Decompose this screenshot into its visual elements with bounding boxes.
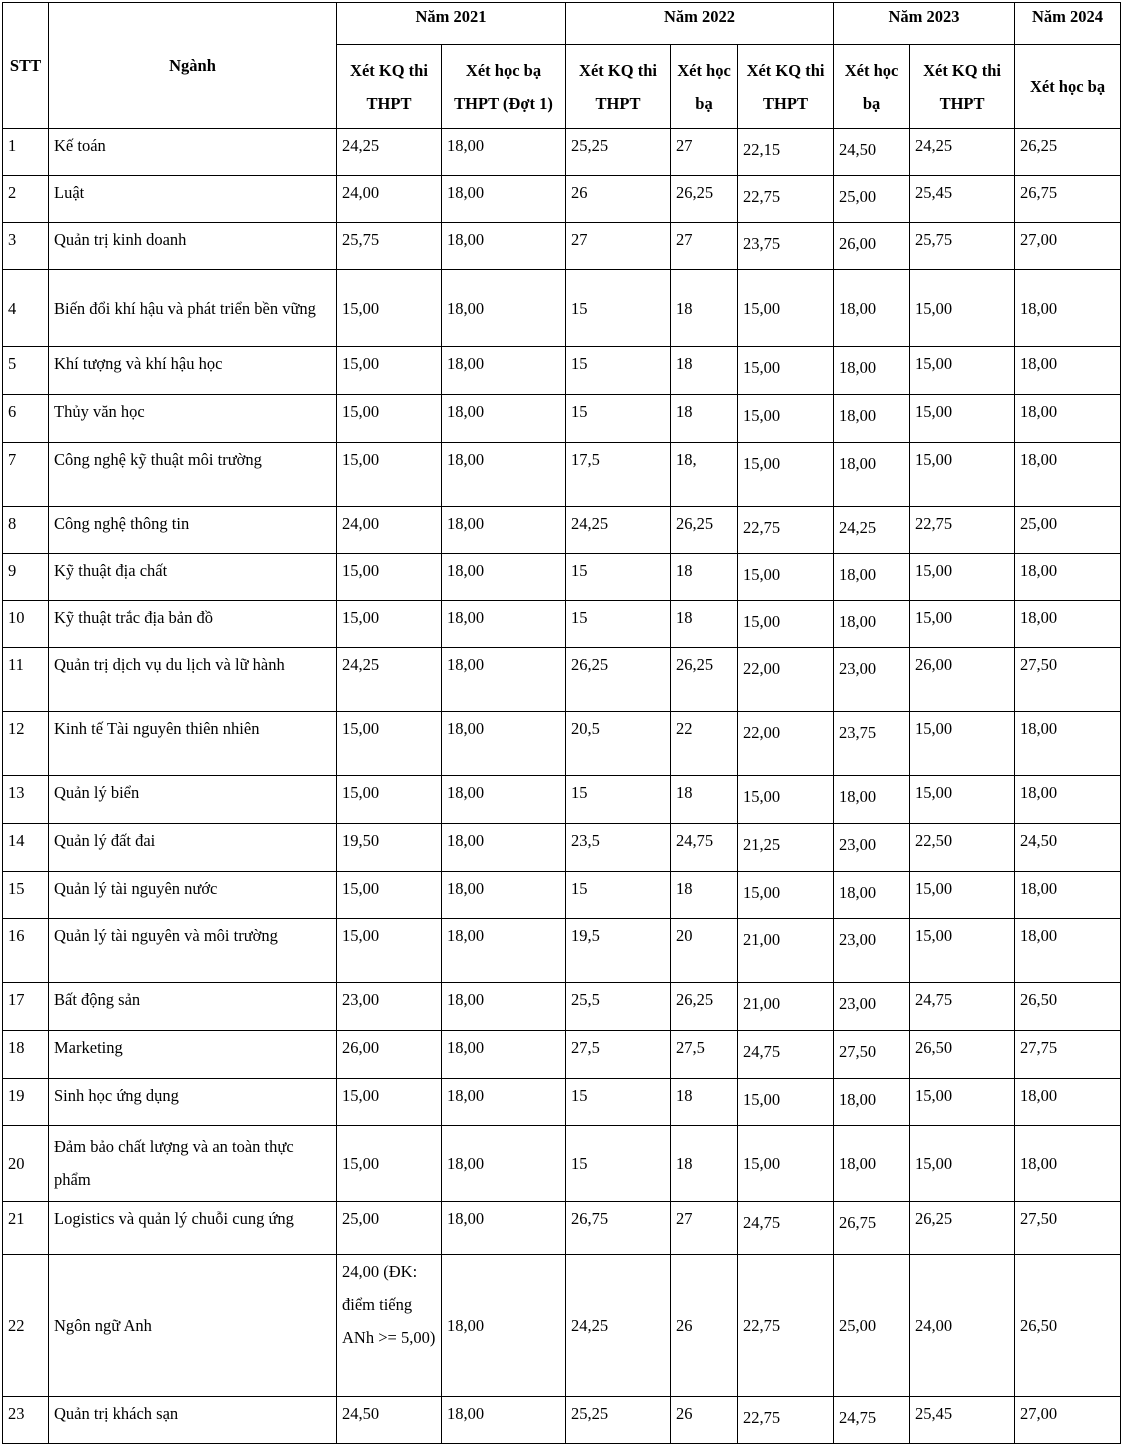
cell-score: 21,00 [738,918,834,982]
cell-score: 24,25 [566,507,671,554]
table-row [3,507,1121,554]
cell-stt: 7 [3,443,49,507]
cell-score: 26,50 [910,1030,1015,1078]
header-year-2021: Năm 2021 [337,3,566,45]
table-row [3,1125,1121,1201]
cell-score: 21,00 [738,982,834,1030]
admission-score-table [2,2,1121,1444]
cell-score: 15,00 [337,1078,442,1125]
cell-nganh: Quản trị dịch vụ du lịch và lữ hành [49,648,337,712]
cell-score: 25,75 [910,223,1015,270]
cell-score: 19,5 [566,918,671,982]
cell-score: 27,75 [1015,1030,1121,1078]
cell-score: 27,50 [1015,648,1121,712]
cell-nganh: Quản lý đất đai [49,824,337,871]
cell-score: 18,00 [1015,918,1121,982]
cell-score: 18,00 [442,824,566,871]
cell-score: 18,00 [442,395,566,443]
cell-score: 23,00 [834,648,910,712]
cell-score: 15 [566,270,671,347]
header-2023-hocba: Xét học bạ [834,45,910,129]
cell-score: 18,00 [442,223,566,270]
cell-score: 24,00 [337,507,442,554]
table-row [3,223,1121,270]
cell-score: 24,50 [337,1396,442,1443]
table-row [3,347,1121,395]
cell-score: 15,00 [910,1125,1015,1201]
table-row [3,270,1121,347]
cell-score: 18,00 [1015,776,1121,824]
cell-score: 22,75 [738,176,834,223]
cell-score: 25,45 [910,176,1015,223]
cell-score: 24,25 [910,129,1015,176]
header-nganh: Ngành [49,3,337,129]
cell-score: 15,00 [337,918,442,982]
cell-score: 25,00 [834,1254,910,1396]
cell-score: 23,5 [566,824,671,871]
cell-score: 15 [566,601,671,648]
cell-nganh: Luật [49,176,337,223]
cell-score: 18,00 [442,1396,566,1443]
cell-score: 18,00 [442,507,566,554]
table-row [3,871,1121,918]
cell-score: 18 [671,554,738,601]
cell-score: 18,00 [442,443,566,507]
cell-score: 26,25 [1015,129,1121,176]
table-row [3,601,1121,648]
cell-score: 18,00 [442,129,566,176]
cell-nganh: Công nghệ thông tin [49,507,337,554]
cell-score: 19,50 [337,824,442,871]
cell-score: 15,00 [910,554,1015,601]
cell-nganh: Quản lý biển [49,776,337,824]
cell-score: 18,00 [442,554,566,601]
cell-score: 23,75 [834,712,910,776]
cell-stt: 11 [3,648,49,712]
cell-score: 24,25 [834,507,910,554]
cell-stt: 12 [3,712,49,776]
cell-score: 25,25 [566,1396,671,1443]
cell-nganh: Bất động sản [49,982,337,1030]
cell-score: 18 [671,601,738,648]
table-row [3,982,1121,1030]
cell-score: 26,75 [834,1201,910,1254]
table-body [3,129,1121,1444]
cell-score: 18,00 [834,601,910,648]
cell-score: 15 [566,347,671,395]
cell-score: 26 [671,1254,738,1396]
cell-score: 23,00 [337,982,442,1030]
cell-stt: 15 [3,871,49,918]
cell-score: 24,75 [834,1396,910,1443]
cell-score: 26,75 [1015,176,1121,223]
cell-score: 27,50 [1015,1201,1121,1254]
cell-score: 27 [671,129,738,176]
header-year-2022: Năm 2022 [566,3,834,45]
header-2022-thpt-2: Xét KQ thi THPT [738,45,834,129]
cell-score: 18 [671,1125,738,1201]
cell-score: 27,50 [834,1030,910,1078]
cell-score: 15,00 [738,776,834,824]
cell-score: 26,75 [566,1201,671,1254]
cell-score: 26,25 [671,648,738,712]
cell-score: 15,00 [337,395,442,443]
cell-nganh: Thủy văn học [49,395,337,443]
cell-nganh: Marketing [49,1030,337,1078]
cell-score: 18,00 [1015,554,1121,601]
cell-score: 18,00 [1015,601,1121,648]
cell-score: 18,00 [834,871,910,918]
cell-score: 24,75 [910,982,1015,1030]
header-2021-hocba: Xét học bạ THPT (Đợt 1) [442,45,566,129]
cell-score: 23,00 [834,824,910,871]
cell-score: 18,00 [442,1254,566,1396]
cell-score: 15,00 [337,871,442,918]
cell-score: 18,00 [442,712,566,776]
cell-score: 26 [566,176,671,223]
cell-stt: 21 [3,1201,49,1254]
cell-score: 25,00 [834,176,910,223]
cell-score: 18,00 [834,554,910,601]
cell-score: 18,00 [442,648,566,712]
cell-score: 23,75 [738,223,834,270]
cell-score: 18,00 [442,1030,566,1078]
cell-score: 15,00 [910,712,1015,776]
header-2021-thpt: Xét KQ thi THPT [337,45,442,129]
cell-score: 20,5 [566,712,671,776]
cell-nganh: Kỹ thuật trắc địa bản đồ [49,601,337,648]
cell-score: 15,00 [337,1125,442,1201]
cell-score: 25,75 [337,223,442,270]
cell-score: 18,00 [442,601,566,648]
cell-score: 18,00 [1015,270,1121,347]
cell-score: 18 [671,871,738,918]
cell-nganh: Quản trị khách sạn [49,1396,337,1443]
cell-score: 22,75 [738,1396,834,1443]
cell-score: 18, [671,443,738,507]
cell-score: 18,00 [834,1078,910,1125]
cell-score: 15,00 [910,395,1015,443]
cell-score: 18,00 [1015,395,1121,443]
cell-nganh: Kế toán [49,129,337,176]
cell-score: 18 [671,270,738,347]
cell-stt: 1 [3,129,49,176]
cell-stt: 18 [3,1030,49,1078]
cell-nganh: Quản trị kinh doanh [49,223,337,270]
cell-score: 18,00 [442,1078,566,1125]
cell-score: 15,00 [738,395,834,443]
header-2022-thpt: Xét KQ thi THPT [566,45,671,129]
table-header [3,3,1121,129]
cell-score: 25,25 [566,129,671,176]
cell-score: 22,15 [738,129,834,176]
cell-score: 18,00 [1015,1078,1121,1125]
cell-score: 15,00 [738,347,834,395]
cell-score: 26,25 [671,982,738,1030]
cell-score: 20 [671,918,738,982]
cell-score: 21,25 [738,824,834,871]
cell-score: 15,00 [910,776,1015,824]
cell-score: 18,00 [1015,712,1121,776]
cell-nganh: Logistics và quản lý chuỗi cung ứng [49,1201,337,1254]
cell-score: 26,25 [671,507,738,554]
table-row [3,712,1121,776]
cell-stt: 3 [3,223,49,270]
cell-score: 26,25 [566,648,671,712]
cell-score: 15,00 [738,871,834,918]
cell-score: 15,00 [738,554,834,601]
table-row [3,1078,1121,1125]
cell-score: 24,75 [738,1030,834,1078]
cell-score: 15,00 [910,1078,1015,1125]
cell-stt: 14 [3,824,49,871]
cell-stt: 2 [3,176,49,223]
cell-nganh: Sinh học ứng dụng [49,1078,337,1125]
cell-score: 27 [566,223,671,270]
cell-score: 22,00 [738,712,834,776]
cell-score: 18 [671,1078,738,1125]
cell-score: 15 [566,1125,671,1201]
table-row [3,176,1121,223]
cell-score: 22,75 [910,507,1015,554]
cell-score: 24,75 [671,824,738,871]
cell-score: 26,25 [910,1201,1015,1254]
cell-score: 15,00 [910,601,1015,648]
table-row [3,776,1121,824]
cell-score: 15,00 [738,1078,834,1125]
header-2022-hocba: Xét học bạ [671,45,738,129]
cell-score: 18,00 [442,347,566,395]
cell-score: 24,25 [566,1254,671,1396]
cell-stt: 23 [3,1396,49,1443]
cell-score: 22,00 [738,648,834,712]
cell-stt: 20 [3,1125,49,1201]
cell-nganh: Biến đổi khí hậu và phát triển bền vững [49,270,337,347]
cell-stt: 19 [3,1078,49,1125]
cell-stt: 13 [3,776,49,824]
cell-score: 15,00 [910,347,1015,395]
cell-score: 26,50 [1015,982,1121,1030]
cell-score: 26,00 [834,223,910,270]
cell-score: 18 [671,395,738,443]
cell-stt: 5 [3,347,49,395]
cell-score: 15,00 [337,776,442,824]
header-2024-hocba: Xét học bạ [1015,45,1121,129]
cell-stt: 8 [3,507,49,554]
cell-score: 27,00 [1015,1396,1121,1443]
cell-score: 18,00 [834,270,910,347]
table-row [3,1254,1121,1396]
header-row-years [3,3,1121,45]
cell-score: 24,25 [337,648,442,712]
cell-score: 22,75 [738,507,834,554]
cell-score: 22 [671,712,738,776]
cell-score: 15 [566,554,671,601]
table-row [3,443,1121,507]
cell-stt: 10 [3,601,49,648]
table-row [3,824,1121,871]
cell-score: 26,50 [1015,1254,1121,1396]
cell-score: 18,00 [442,270,566,347]
cell-score: 18,00 [442,1125,566,1201]
cell-stt: 22 [3,1254,49,1396]
cell-score: 24,25 [337,129,442,176]
cell-score: 15,00 [910,871,1015,918]
cell-stt: 16 [3,918,49,982]
cell-stt: 17 [3,982,49,1030]
cell-score: 27,5 [566,1030,671,1078]
cell-score: 18,00 [834,395,910,443]
cell-stt: 9 [3,554,49,601]
cell-score: 15,00 [738,270,834,347]
cell-score: 24,75 [738,1201,834,1254]
cell-score: 17,5 [566,443,671,507]
header-year-2023: Năm 2023 [834,3,1015,45]
cell-score: 18,00 [1015,443,1121,507]
cell-nganh: Đảm bảo chất lượng và an toàn thực phẩm [49,1125,337,1201]
cell-score: 23,00 [834,918,910,982]
table-row [3,1030,1121,1078]
cell-score: 15,00 [337,712,442,776]
cell-score: 18,00 [1015,347,1121,395]
cell-score: 15 [566,871,671,918]
cell-score: 23,00 [834,982,910,1030]
cell-score: 15,00 [910,443,1015,507]
cell-score: 26,00 [337,1030,442,1078]
cell-nganh: Khí tượng và khí hậu học [49,347,337,395]
cell-stt: 6 [3,395,49,443]
cell-score: 26 [671,1396,738,1443]
cell-score: 15 [566,776,671,824]
cell-score: 18,00 [834,443,910,507]
cell-stt: 4 [3,270,49,347]
cell-score: 27 [671,223,738,270]
cell-nganh: Ngôn ngữ Anh [49,1254,337,1396]
header-year-2024: Năm 2024 [1015,3,1121,45]
cell-score: 15 [566,1078,671,1125]
cell-score: 27,5 [671,1030,738,1078]
table-row [3,918,1121,982]
cell-score: 15,00 [337,347,442,395]
cell-nganh: Công nghệ kỹ thuật môi trường [49,443,337,507]
cell-score: 27,00 [1015,223,1121,270]
cell-score: 15,00 [738,601,834,648]
cell-score: 24,50 [1015,824,1121,871]
cell-score: 15,00 [738,1125,834,1201]
cell-score: 25,5 [566,982,671,1030]
cell-score: 18,00 [442,871,566,918]
cell-nganh: Kinh tế Tài nguyên thiên nhiên [49,712,337,776]
cell-score: 18,00 [834,347,910,395]
cell-score: 18,00 [442,918,566,982]
cell-score: 24,00 [910,1254,1015,1396]
cell-nganh: Quản lý tài nguyên nước [49,871,337,918]
cell-score: 15,00 [910,270,1015,347]
cell-score: 15,00 [910,918,1015,982]
cell-score: 18,00 [442,982,566,1030]
cell-score: 15,00 [337,601,442,648]
table-row [3,1201,1121,1254]
cell-score: 26,25 [671,176,738,223]
table-row [3,554,1121,601]
cell-score: 24,00 (ĐK: điểm tiếng ANh >= 5,00) [337,1254,442,1396]
header-stt: STT [3,3,49,129]
cell-score: 22,75 [738,1254,834,1396]
cell-score: 18 [671,776,738,824]
cell-score: 18,00 [442,776,566,824]
cell-score: 25,45 [910,1396,1015,1443]
table-row [3,1396,1121,1443]
cell-nganh: Kỹ thuật địa chất [49,554,337,601]
cell-score: 27 [671,1201,738,1254]
cell-score: 24,00 [337,176,442,223]
cell-score: 18,00 [442,176,566,223]
table-row [3,395,1121,443]
table-row [3,129,1121,176]
cell-score: 18 [671,347,738,395]
cell-score: 26,00 [910,648,1015,712]
cell-score: 15,00 [738,443,834,507]
cell-score: 15,00 [337,443,442,507]
cell-score: 18,00 [1015,1125,1121,1201]
cell-score: 18,00 [834,776,910,824]
cell-score: 18,00 [1015,871,1121,918]
cell-score: 18,00 [834,1125,910,1201]
cell-score: 25,00 [1015,507,1121,554]
table-row [3,648,1121,712]
header-2023-thpt: Xét KQ thi THPT [910,45,1015,129]
cell-score: 24,50 [834,129,910,176]
cell-score: 15,00 [337,554,442,601]
cell-score: 15,00 [337,270,442,347]
cell-score: 22,50 [910,824,1015,871]
cell-score: 15 [566,395,671,443]
cell-score: 25,00 [337,1201,442,1254]
cell-nganh: Quản lý tài nguyên và môi trường [49,918,337,982]
cell-score: 18,00 [442,1201,566,1254]
